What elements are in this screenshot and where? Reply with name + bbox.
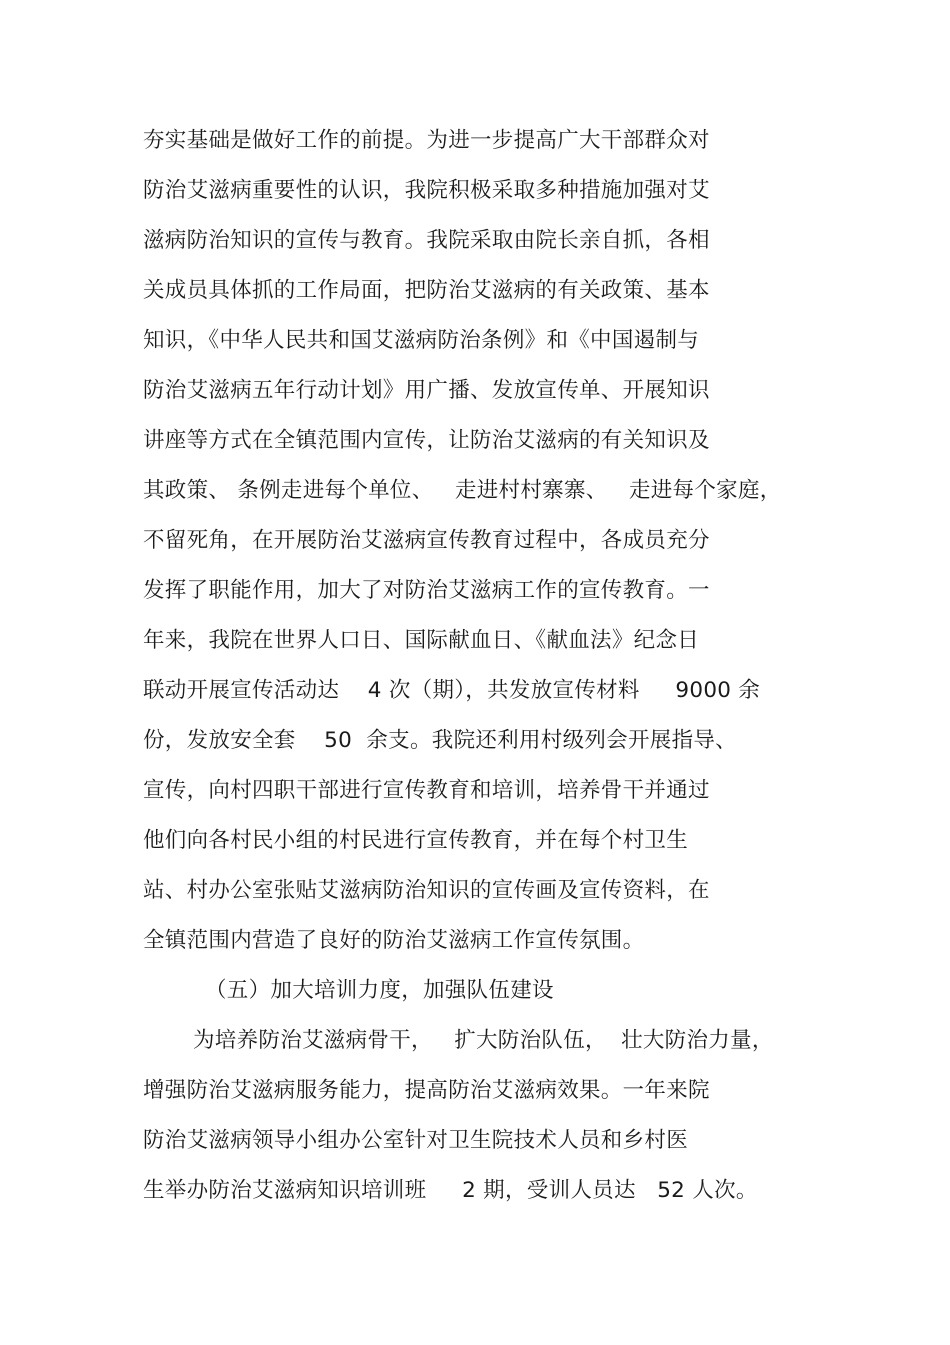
- text-line: 发挥了职能作用，加大了对防治艾滋病工作的宣传教育。一: [143, 578, 710, 603]
- text-line: 防治艾滋病重要性的认识，我院积极采取多种措施加强对艾: [143, 178, 710, 203]
- text-line: 滋病防治知识的宣传与教育。我院采取由院长亲自抓，各相: [143, 228, 710, 253]
- text-line: 其政策、 条例走进每个单位、 走进村村寨寨、 走进每个家庭，: [143, 478, 782, 503]
- text-line: 宣传，向村四职干部进行宣传教育和培训，培养骨干并通过: [143, 778, 710, 803]
- section-heading: （五）加大培训力度，加强队伍建设: [205, 978, 554, 1003]
- text-line: 关成员具体抓的工作局面，把防治艾滋病的有关政策、基本: [143, 278, 710, 303]
- text-line: 份，发放安全套 50 余支。我院还利用村级列会开展指导、: [143, 728, 737, 753]
- text-line: 站、村办公室张贴艾滋病防治知识的宣传画及宣传资料，在: [143, 878, 710, 903]
- text-line: 防治艾滋病领导小组办公室针对卫生院技术人员和乡村医: [143, 1128, 689, 1153]
- text-line: 全镇范围内营造了良好的防治艾滋病工作宣传氛围。: [143, 928, 645, 953]
- text-line: 年来，我院在世界人口日、国际献血日、《献血法》纪念日: [143, 628, 700, 653]
- text-line: 夯实基础是做好工作的前提。为进一步提高广大干部群众对: [143, 128, 710, 153]
- text-line: 知识，《中华人民共和国艾滋病防治条例》和《中国遏制与: [143, 328, 700, 353]
- text-line: 生举办防治艾滋病知识培训班 2 期，受训人员达 52 人次。: [143, 1178, 758, 1203]
- text-line: 增强防治艾滋病服务能力，提高防治艾滋病效果。一年来院: [143, 1078, 710, 1103]
- text-line: 为培养防治艾滋病骨干， 扩大防治队伍， 壮大防治力量，: [193, 1028, 774, 1053]
- text-line: 联动开展宣传活动达 4 次（期），共发放宣传材料 9000 余: [143, 678, 761, 703]
- text-line: 他们向各村民小组的村民进行宣传教育，并在每个村卫生: [143, 828, 689, 853]
- text-line: 不留死角，在开展防治艾滋病宣传教育过程中，各成员充分: [143, 528, 710, 553]
- text-line: 讲座等方式在全镇范围内宣传，让防治艾滋病的有关知识及: [143, 428, 710, 453]
- text-line: 防治艾滋病五年行动计划》用广播、发放宣传单、开展知识: [143, 378, 710, 403]
